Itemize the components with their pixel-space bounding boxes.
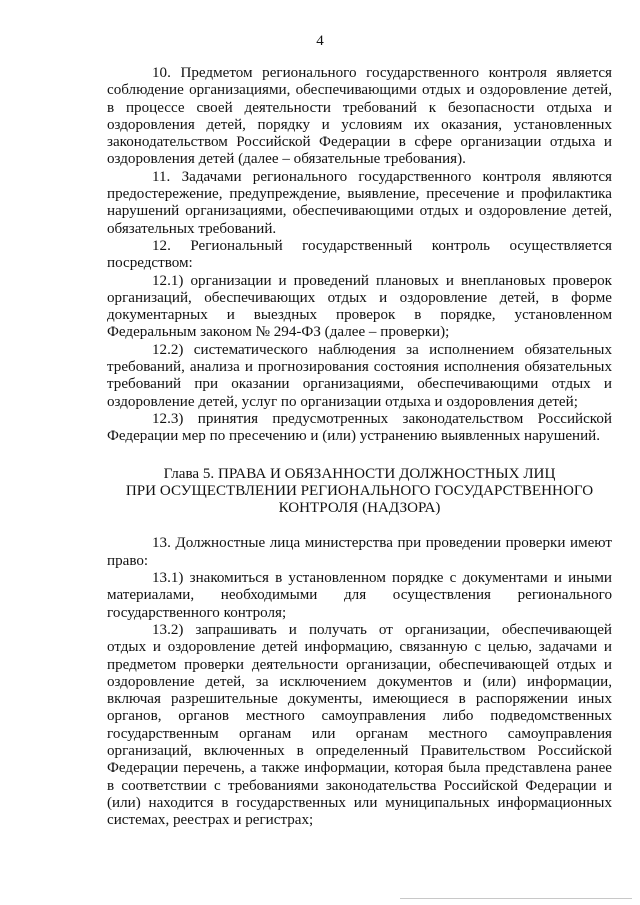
text-line: соблюдение организациями, обеспечивающими отдых и оздоровление детей,	[107, 82, 612, 99]
text-line: системах, реестрах и регистрах;	[107, 812, 314, 829]
text-line: документарных и выездных проверок в порядке, установленном	[107, 307, 612, 324]
page-number: 4	[316, 33, 324, 49]
text-line: предостережение, предупреждение, выявление, пресечение и профилактика	[107, 186, 612, 203]
heading-line: КОНТРОЛЯ (НАДЗОРА)	[278, 500, 441, 517]
text-line: 12. Региональный государственный контроль осуществляется	[152, 237, 612, 254]
text-line: включая разрешительные документы, имеющиеся в распоряжении иных	[107, 691, 612, 708]
text-line: предметом проверки деятельности организации, обеспечивающей отдых и	[107, 656, 612, 673]
text-line: оздоровление детей, услуг по организации отдыха и оздоровления детей;	[107, 393, 578, 410]
text-line: Федерации перечень, а также информации, которая была представлена ранее	[107, 760, 612, 777]
text-line: посредством:	[107, 255, 193, 272]
text-line: оздоровления детей, порядку и условиям их оказания, установленных	[107, 116, 612, 133]
text-line: 12.1) организации и проведений плановых и внеплановых проверок	[152, 272, 612, 289]
text-line: оздоровления детей (далее – обязательные требования).	[107, 151, 466, 168]
text-line: оздоровление детей, за исключением документов и (или) информации,	[107, 673, 612, 690]
text-line: (или) находится в государственных или муниципальных информационных	[107, 794, 612, 811]
text-line: отдых и оздоровление детей информацию, связанную с целью, задачами и	[107, 639, 612, 656]
paragraphs-before-heading	[107, 65, 612, 446]
text-line: требований при оказании организациями, обеспечивающими отдых и	[107, 376, 612, 393]
text-line: требований, анализа и прогнозирования состояния исполнения обязательных	[107, 359, 612, 376]
text-line: обязательных требований.	[107, 220, 277, 237]
paragraph-p10	[107, 65, 612, 169]
text-line: организаций, обеспечивающих отдых и оздоровление детей, в форме	[107, 289, 612, 306]
paragraph-p12	[107, 238, 612, 273]
text-line: в соответствии с требованиями законодательства Российской Федерации и	[107, 777, 612, 794]
paragraph-p12-1	[107, 273, 612, 342]
paragraph-p13-1	[107, 570, 612, 622]
text-line: право:	[107, 552, 149, 569]
text-line: 12.3) принятия предусмотренных законодательством Российской	[152, 410, 612, 427]
text-line: 13.2) запрашивать и получать от организации, обеспечивающей	[152, 621, 612, 638]
text-line: материалами, необходимыми для осуществления регионального	[107, 587, 612, 604]
heading-line: Глава 5. ПРАВА И ОБЯЗАННОСТИ ДОЛЖНОСТНЫХ ЛИЦ	[163, 465, 556, 482]
paragraph-p13-2	[107, 622, 612, 830]
text-line: Федерации мер по пресечению и (или) устранению выявленных нарушений.	[107, 428, 601, 445]
text-line: организаций, включенных в определенный Правительством Российской	[107, 742, 612, 759]
text-line: 11. Задачами регионального государственного контроля являются	[152, 168, 612, 185]
footer-rule	[400, 898, 632, 899]
text-line: Федеральным законом № 294-ФЗ (далее – проверки);	[107, 324, 450, 341]
text-line: 12.2) систематического наблюдения за исполнением обязательных	[152, 341, 612, 358]
paragraph-p12-2	[107, 342, 612, 411]
text-line: государственного контроля;	[107, 604, 287, 621]
paragraph-p11	[107, 169, 612, 238]
text-line: законодательством Российской Федерации в сфере организации отдыха и	[107, 134, 612, 151]
text-line: нарушений организациями, обеспечивающими отдых и оздоровление детей,	[107, 203, 612, 220]
text-line: 13.1) знакомиться в установленном порядке с документами и иными	[152, 570, 612, 587]
text-line: 13. Должностные лица министерства при проведении проверки имеют	[152, 535, 612, 552]
chapter-heading	[107, 466, 612, 518]
text-line: государственным органам или органам местного самоуправления	[107, 725, 612, 742]
paragraph-p13	[107, 535, 612, 570]
text-line: органов, органов местного самоуправления либо подведомственных	[107, 708, 612, 725]
heading-line: ПРИ ОСУЩЕСТВЛЕНИИ РЕГИОНАЛЬНОГО ГОСУДАРСТВЕННОГО	[125, 482, 594, 499]
document-body	[107, 65, 612, 829]
paragraph-p12-3	[107, 411, 612, 446]
text-line: 10. Предметом регионального государственного контроля является	[152, 65, 612, 81]
text-line: в процессе своей деятельности требований к безопасности отдыха и	[107, 99, 612, 116]
paragraphs-after-heading	[107, 535, 612, 829]
